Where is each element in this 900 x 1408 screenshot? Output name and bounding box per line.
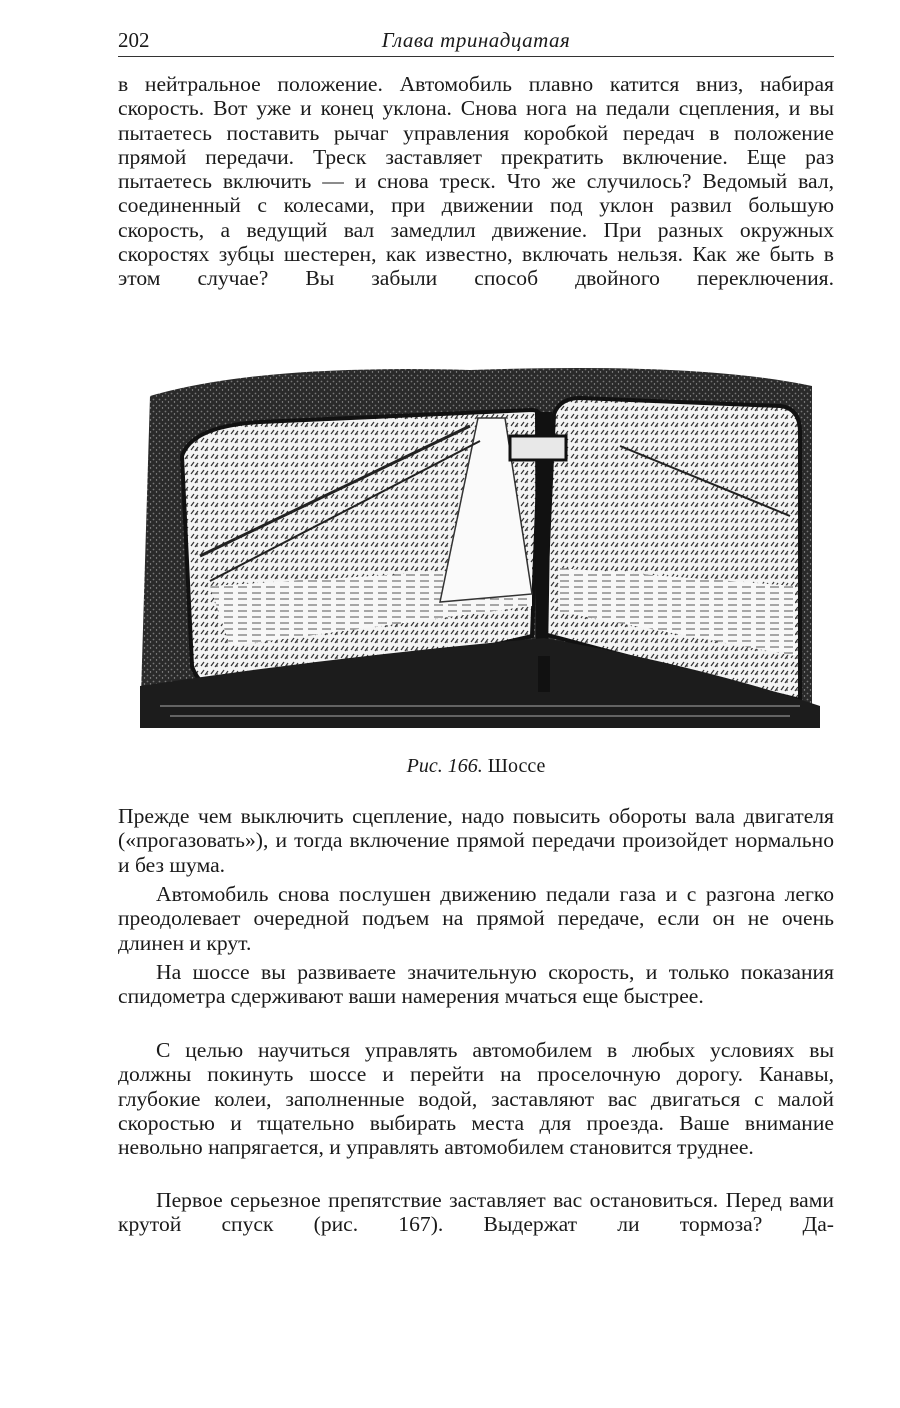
- paragraph-1: в нейтральное положение. Автомобиль плавно катится вниз, набирая скорость. Вот уже и конец уклона. Снова нога на педали сцепления, и вы пытаетесь поставить рычаг управления коробкой передач в положение прямой передачи. Треск заставляет прекратить включение. Еще раз пытаетесь включить — и снова треск. Что же случилось? Ведомый вал, соединенный с колесами, при движении под уклон развил большую скорость, а ведущий вал замедлил движение. При разных окружных скоростях зубцы шестерен, как известно, включать нельзя. Как же быть в этом случае? Вы забыли способ двойного переключения.: [118, 72, 834, 291]
- windshield-road-illustration: [140, 356, 820, 728]
- paragraph-3: Автомобиль снова послушен движению педали газа и с разгона легко преодолевает очередной подъем на прямой передаче, если он не очень длинен и крут.: [118, 882, 834, 955]
- running-head: [118, 26, 834, 57]
- figure-windshield-illustration: [140, 356, 820, 728]
- figure-caption: [118, 755, 834, 778]
- paragraph-5: С целью научиться управлять автомобилем в любых условиях вы должны покинуть шоссе и перейти на проселочную дорогу. Канавы, глубокие колеи, заполненные водой, заставляют вас двигаться с малой скоростью и тщательно выбирать места для проезда. Ваше внимание невольно напрягается, и управлять автомобилем становится труднее.: [118, 1038, 834, 1160]
- page-number: 202: [118, 28, 150, 52]
- chapter-title: Глава тринадцатая: [381, 28, 571, 52]
- paragraph-6: Первое серьезное препятствие заставляет вас остановиться. Перед вами крутой спуск (рис. 167). Выдержат ли тормоза? Да-: [118, 1188, 834, 1237]
- paragraph-2: Прежде чем выключить сцепление, надо повысить обороты вала двигателя («прогазовать»), и тогда включение прямой передачи произойдет нормально и без шума.: [118, 804, 834, 877]
- figure-title: Шоссе: [487, 755, 546, 777]
- paragraph-4: На шоссе вы развиваете значительную скорость, и только показания спидометра сдерживают ваши намерения мчаться еще быстрее.: [118, 960, 834, 1009]
- figure-number: Рис. 166.: [406, 755, 483, 777]
